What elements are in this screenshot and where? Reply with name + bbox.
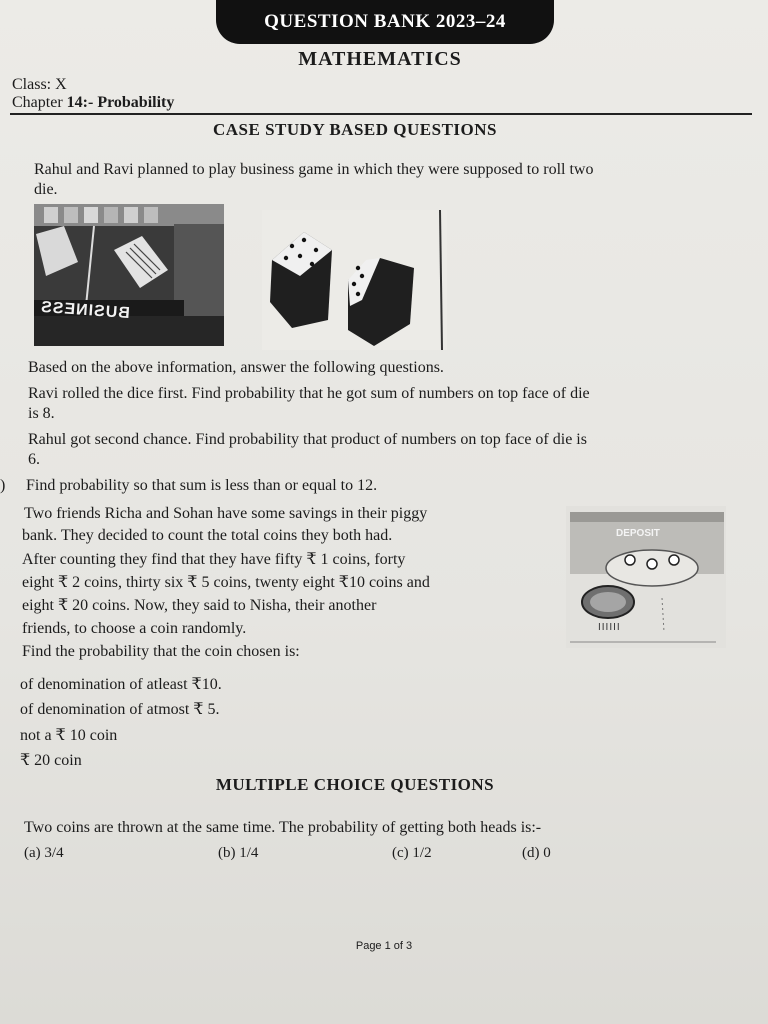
q2-line-3: After counting they find that they have fifty ₹ 1 coins, forty	[22, 551, 406, 568]
q2-line-5: eight ₹ 20 coins. Now, they said to Nisha, their another	[22, 597, 377, 614]
mcq-q1-option-b: (b) 1/4	[218, 845, 259, 861]
q1-part-b-line-2: 6.	[28, 451, 40, 468]
q2-part-d: ₹ 20 coin	[20, 752, 82, 769]
q1-part-a-line-2: is 8.	[28, 405, 55, 422]
case-study-heading: CASE STUDY BASED QUESTIONS	[213, 120, 497, 139]
mcq-q1-option-d: (d) 0	[522, 845, 551, 861]
piggy-bank-marks: IIIIII	[598, 622, 621, 633]
piggy-bank-photo	[566, 506, 726, 648]
chapter-prefix: Chapter	[12, 94, 67, 111]
q1-intro-line-1: Rahul and Ravi planned to play business game in which they were supposed to roll two	[34, 161, 594, 178]
q2-part-b: of denomination of atmost ₹ 5.	[20, 701, 220, 718]
mcq-q1-option-a: (a) 3/4	[24, 845, 64, 861]
q1-based-on-text: Based on the above information, answer the following questions.	[28, 359, 444, 376]
q2-line-6: friends, to choose a coin randomly.	[22, 620, 247, 637]
class-label: Class: X	[12, 76, 67, 93]
q2-part-a: of denomination of atleast ₹10.	[20, 676, 222, 693]
q2-line-2: bank. They decided to count the total coins they both had.	[22, 527, 393, 544]
page-number: Page 1 of 3	[355, 940, 413, 952]
mcq-q1-text: Two coins are thrown at the same time. The probability of getting both heads is:-	[24, 819, 542, 836]
board-game-illustration	[34, 204, 224, 346]
q1-intro-line-2: die.	[34, 181, 58, 198]
q1-part-a-line-1: Ravi rolled the dice first. Find probability that he got sum of numbers on top face of die	[28, 385, 590, 402]
q1-part-c-marker: )	[0, 477, 6, 494]
piggy-bank-label: DEPOSIT	[616, 528, 660, 539]
board-game-label: BUSINESS	[39, 298, 131, 323]
chapter-label	[12, 94, 174, 112]
subject-title: MATHEMATICS	[298, 48, 462, 70]
q1-part-b-line-1: Rahul got second chance. Find probability that product of numbers on top face of die is	[28, 431, 587, 448]
question-bank-banner	[216, 0, 554, 44]
chapter-name: 14:- Probability	[66, 94, 175, 111]
q2-part-c: not a ₹ 10 coin	[20, 727, 118, 744]
q2-line-7: Find the probability that the coin chosen is:	[22, 643, 300, 660]
banner-text: QUESTION BANK 2023–24	[264, 11, 506, 32]
board-game-photo	[34, 204, 224, 346]
q2-line-1: Two friends Richa and Sohan have some savings in their piggy	[24, 505, 428, 522]
q1-part-c: Find probability so that sum is less than or equal to 12.	[26, 477, 378, 494]
header-divider	[10, 113, 752, 115]
dice-illustration	[262, 210, 447, 350]
mcq-q1-option-c: (c) 1/2	[392, 845, 432, 861]
mcq-heading: MULTIPLE CHOICE QUESTIONS	[215, 775, 495, 794]
dice-photo	[262, 210, 447, 350]
q2-line-4: eight ₹ 2 coins, thirty six ₹ 5 coins, twenty eight ₹10 coins and	[22, 574, 430, 591]
